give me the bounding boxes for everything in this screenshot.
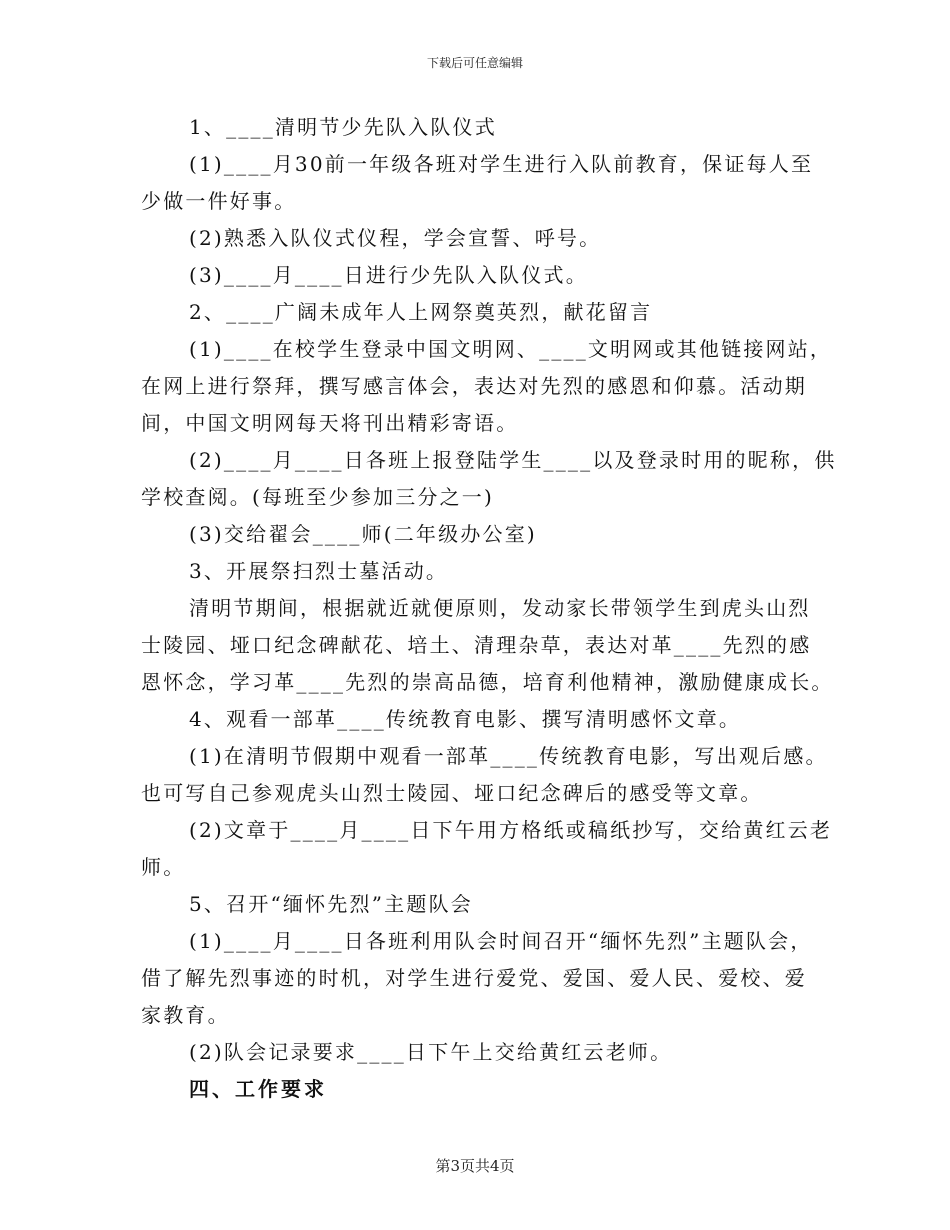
text-line: (1)在清明节假期中观看一部革____传统教育电影，写出观后感。 [189, 744, 828, 768]
text-line: 在网上进行祭拜，撰写感言体会，表达对先烈的感恩和仰慕。活动期 [141, 374, 807, 398]
page-header-note: 下载后可任意编辑 [426, 56, 523, 70]
text-line: (2)队会记录要求____日下午上交给黄红云老师。 [189, 1040, 673, 1064]
section-3-heading [141, 553, 859, 590]
text-line: (3)____月____日进行少先队入队仪式。 [189, 263, 588, 287]
text-line: 3、开展祭扫烈士墓活动。 [189, 559, 449, 583]
text-line: 4、观看一部革____传统教育电影、撰写清明感怀文章。 [189, 707, 742, 731]
section-2-item-1 [141, 331, 833, 442]
section-4-item-1 [141, 738, 828, 812]
section-2-item-3 [141, 516, 859, 553]
text-line: 1、____清明节少先队入队仪式 [189, 115, 497, 139]
text-line: 家教育。 [141, 1003, 230, 1027]
text-line: 清明节期间，根据就近就便原则，发动家长带领学生到虎头山烈 [189, 596, 811, 620]
text-line: (3)交给翟会____师(二年级办公室) [189, 522, 537, 546]
text-line: 间，中国文明网每天将刊出精彩寄语。 [141, 411, 519, 435]
text-line: (2)文章于____月____日下午用方格纸或稿纸抄写，交给黄红云老 [189, 818, 833, 842]
text-line: 四、工作要求 [189, 1077, 327, 1101]
text-line: 学校查阅。(每班至少参加三分之一) [141, 485, 495, 509]
section-2-item-2 [141, 442, 837, 516]
section-2-heading [141, 294, 859, 331]
section-1-item-3 [141, 257, 859, 294]
text-line: 恩怀念，学习革____先烈的崇高品德，培育利他精神，激励健康成长。 [141, 670, 834, 694]
section-heading-work-requirements [141, 1071, 859, 1108]
text-line: (2)熟悉入队仪式仪程，学会宣誓、呼号。 [189, 226, 602, 250]
text-line: 师。 [141, 855, 186, 879]
text-line: 借了解先烈事迹的时机，对学生进行爱党、爱国、爱人民、爱校、爱 [141, 966, 807, 990]
text-line: 也可写自己参观虎头山烈士陵园、垭口纪念碑后的感受等文章。 [141, 781, 763, 805]
text-line: 少做一件好事。 [141, 189, 297, 213]
text-line: (2)____月____日各班上报登陆学生____以及登录时用的昵称，供 [189, 448, 837, 472]
text-line: 2、____广阔未成年人上网祭奠英烈，献花留言 [189, 300, 653, 324]
text-line: (1)____月30前一年级各班对学生进行入队前教育，保证每人至 [189, 152, 814, 176]
section-1-item-1 [141, 146, 814, 220]
section-4-heading [141, 701, 859, 738]
section-5-item-1 [141, 923, 811, 1034]
section-1-item-2 [141, 220, 859, 257]
section-1-heading [141, 109, 859, 146]
section-5-heading [141, 886, 859, 923]
text-line: (1)____月____日各班利用队会时间召开“缅怀先烈”主题队会， [189, 929, 813, 953]
text-line: 士陵园、垭口纪念碑献花、培土、清理杂草，表达对革____先烈的感 [141, 633, 812, 657]
page-number: 第3页共4页 [435, 1157, 515, 1175]
text-line: (1)____在校学生登录中国文明网、____文明网或其他链接网站， [189, 337, 833, 361]
section-4-item-2 [141, 812, 833, 886]
section-3-body [141, 590, 834, 701]
text-line: 5、召开“缅怀先烈”主题队会 [189, 892, 473, 916]
section-5-item-2 [141, 1034, 859, 1071]
